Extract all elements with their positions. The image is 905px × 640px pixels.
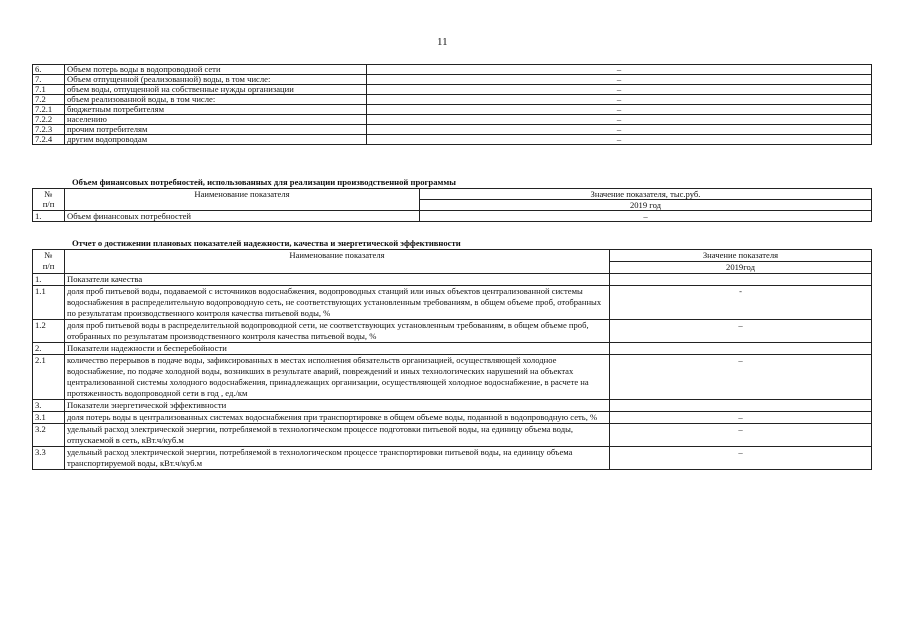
indicator-name-cell: Объем отпущенной (реализованной) воды, в том числе: <box>65 75 367 85</box>
table-row <box>33 115 872 125</box>
indicator-value-cell: – <box>367 75 872 85</box>
table-header-row <box>33 189 872 200</box>
indicator-value-cell: – <box>610 412 872 424</box>
row-number-cell: 3. <box>33 400 65 412</box>
indicator-value-cell: – <box>367 125 872 135</box>
indicator-value-cell: - <box>610 286 872 320</box>
table-row <box>33 95 872 105</box>
indicator-name-cell: объем воды, отпущенной на собственные нужды организации <box>65 85 367 95</box>
financial-needs-title: Объем финансовых потребностей, использованных для реализации производственной программы <box>72 177 456 187</box>
row-number-cell: 7.1 <box>33 85 65 95</box>
table-row <box>33 400 872 412</box>
header-name-cell: Наименование показателя <box>65 189 420 211</box>
row-number-cell: 1.1 <box>33 286 65 320</box>
indicator-name-cell: удельный расход электрической энергии, потребляемой в технологическом процессе подготовки питьевой воды, на единицу объема воды, отпускаемой в сеть, кВт.ч/куб.м <box>65 424 610 447</box>
row-number-cell: 7.2.1 <box>33 105 65 115</box>
header-num-cell <box>33 189 65 211</box>
table-row <box>33 447 872 470</box>
indicator-name-cell: удельный расход электрической энергии, потребляемой в технологическом процессе транспортировки питьевой воды, на единицу объема транспортируемой воды, кВт.ч/куб.м <box>65 447 610 470</box>
header-value-cell: Значение показателя, тыс.руб. <box>420 189 872 200</box>
indicator-name-cell: Показатели качества <box>65 274 610 286</box>
table-row <box>33 211 872 222</box>
financial-needs-table <box>32 188 872 222</box>
page-number: 11 <box>437 36 448 48</box>
indicator-name-cell: прочим потребителям <box>65 125 367 135</box>
header-year-cell: 2019 год <box>420 200 872 211</box>
indicator-name-cell: количество перерывов в подаче воды, зафиксированных в местах исполнения обязательств организацией, осуществляющей холодное водоснабжение, по подаче холодной воды, возникших в результате аварий, повреждений и иных технологических нарушений на объектах централизованной системы холодного водоснабжения, принадлежащих организации, осуществляющей холодное водоснабжение, в расчете на протяженность водопроводной сети в год , ед./км <box>65 355 610 400</box>
indicator-value-cell: – <box>610 355 872 400</box>
indicator-name-cell: Объем потерь воды в водопроводной сети <box>65 65 367 75</box>
header-name-cell: Наименование показателя <box>65 250 610 274</box>
indicator-name-cell: доля проб питьевой воды в распределительной водопроводной сети, не соответствующих установленным требованиям, в общем объеме проб, отобранных по результатам производственного контроля качества питьевой воды, % <box>65 320 610 343</box>
indicator-value-cell: – <box>610 447 872 470</box>
row-number-cell: 1. <box>33 274 65 286</box>
indicator-name-cell: доля проб питьевой воды, подаваемой с источников водоснабжения, водопроводных станций или иных объектов централизованной системы водоснабжения в распределительную водопроводную сеть, не соответствующих установленным требованиям, в общем объеме проб, отобранных по результатам производственного контроля качества питьевой воды, % <box>65 286 610 320</box>
row-number-cell: 7.2.2 <box>33 115 65 125</box>
table-row <box>33 135 872 145</box>
table-row <box>33 343 872 355</box>
row-number-cell: 7.2.4 <box>33 135 65 145</box>
header-num-symbol: № <box>44 189 53 199</box>
row-number-cell: 3.2 <box>33 424 65 447</box>
table-row <box>33 65 872 75</box>
indicator-value-cell <box>610 343 872 355</box>
table-row <box>33 412 872 424</box>
row-number-cell: 3.1 <box>33 412 65 424</box>
indicator-name-cell: объем реализованной воды, в том числе: <box>65 95 367 105</box>
row-number-cell: 2. <box>33 343 65 355</box>
table-row <box>33 105 872 115</box>
header-num-cell <box>33 250 65 274</box>
row-number-cell: 3.3 <box>33 447 65 470</box>
row-number-cell: 1.2 <box>33 320 65 343</box>
indicator-value-cell: – <box>367 95 872 105</box>
indicator-value-cell: – <box>367 85 872 95</box>
row-number-cell: 6. <box>33 65 65 75</box>
indicator-name-cell: населению <box>65 115 367 125</box>
indicator-value-cell <box>610 400 872 412</box>
header-num-abbr: п/п <box>42 199 55 209</box>
header-value-cell: Значение показателя <box>610 250 872 262</box>
indicator-name-cell: другим водопроводам <box>65 135 367 145</box>
indicator-value-cell: – <box>420 211 872 222</box>
indicator-value-cell: – <box>367 135 872 145</box>
indicator-name-cell: Объем финансовых потребностей <box>65 211 420 222</box>
indicator-value-cell: – <box>367 105 872 115</box>
indicator-name-cell: Показатели энергетической эффективности <box>65 400 610 412</box>
water-volume-table <box>32 64 872 145</box>
table-row <box>33 355 872 400</box>
table-row <box>33 424 872 447</box>
indicator-name-cell: доля потерь воды в централизованных системах водоснабжения при транспортировке в общем объеме воды, поданной в водопроводную сеть, % <box>65 412 610 424</box>
indicator-name-cell: бюджетным потребителям <box>65 105 367 115</box>
indicator-value-cell: – <box>610 424 872 447</box>
header-num-abbr: п/п <box>42 261 55 271</box>
indicator-value-cell: – <box>610 320 872 343</box>
table-row <box>33 75 872 85</box>
row-number-cell: 2.1 <box>33 355 65 400</box>
performance-indicators-title: Отчет о достижении плановых показателей надежности, качества и энергетической эффективности <box>72 238 461 248</box>
row-number-cell: 7. <box>33 75 65 85</box>
table-row <box>33 125 872 135</box>
indicator-value-cell: – <box>367 65 872 75</box>
table-row <box>33 274 872 286</box>
table-row <box>33 286 872 320</box>
indicator-value-cell: – <box>367 115 872 125</box>
indicator-name-cell: Показатели надежности и бесперебойности <box>65 343 610 355</box>
table-header-row <box>33 250 872 262</box>
row-number-cell: 1. <box>33 211 65 222</box>
table-row <box>33 320 872 343</box>
header-num-symbol: № <box>44 250 53 260</box>
indicator-value-cell <box>610 274 872 286</box>
table-row <box>33 85 872 95</box>
performance-indicators-table <box>32 249 872 470</box>
header-year-cell: 2019год <box>610 262 872 274</box>
row-number-cell: 7.2.3 <box>33 125 65 135</box>
row-number-cell: 7.2 <box>33 95 65 105</box>
